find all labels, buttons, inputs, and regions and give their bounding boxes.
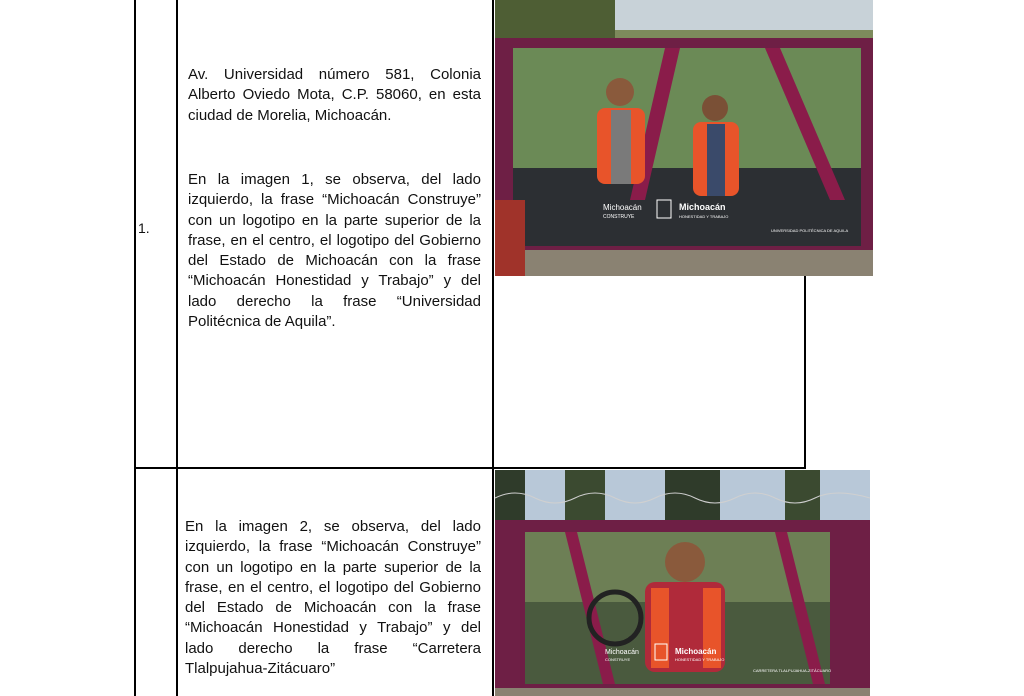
sign-center-brand: Michoacán <box>675 647 717 656</box>
table-border-col3-row1 <box>804 276 806 469</box>
photo-image-1 <box>495 0 873 276</box>
photo-image-2 <box>495 470 870 696</box>
image-description-text: En la imagen 2, se observa, del lado izquierdo, la frase “Michoacán Construye” con un logotipo en la parte superior de la frase, en el centro, el logotipo del Gobierno del Estado de Michoacán con la frase “Michoacán Honestidad y Trabajo” y del lado derecho la frase “Carretera Tlalpujahua-Zitácuaro” <box>185 518 481 678</box>
sign-right-text: CARRETERA TLALPUJAHUA-ZITÁCUARO <box>753 668 832 673</box>
table-row-divider <box>134 467 806 469</box>
image-description-text: En la imagen 1, se observa, del lado izquierdo, la frase “Michoacán Construye” con un logotipo en la parte superior de la frase, en el centro, el logotipo del Gobierno del Estado de Michoacán con la frase “Michoacán Honestidad y Trabajo” y del lado derecho la frase “Universidad Politécnica de Aquila”. <box>188 171 481 331</box>
table-border-col1 <box>176 0 178 696</box>
row-number: 1. <box>138 220 150 236</box>
sign-center-sub: HONESTIDAD Y TRABAJO <box>675 657 725 662</box>
address-text: Av. Universidad número 581, Colonia Alberto Oviedo Mota, C.P. 58060, en esta ciudad de Morelia, Michoacán. <box>188 66 481 124</box>
sign-left-brand: Michoacán <box>605 649 639 656</box>
table-border-left <box>134 0 136 696</box>
sign-left-brand: Michoacán <box>603 203 642 212</box>
sign-left-sub: CONSTRUYE <box>605 657 631 662</box>
table-border-col2 <box>492 0 494 696</box>
sign-left-sub: CONSTRUYE <box>603 214 635 220</box>
sign-right-text: UNIVERSIDAD POLITÉCNICA DE AQUILA <box>771 228 849 233</box>
sign-center-sub: HONESTIDAD Y TRABAJO <box>679 214 729 219</box>
sign-center-brand: Michoacán <box>679 202 726 212</box>
